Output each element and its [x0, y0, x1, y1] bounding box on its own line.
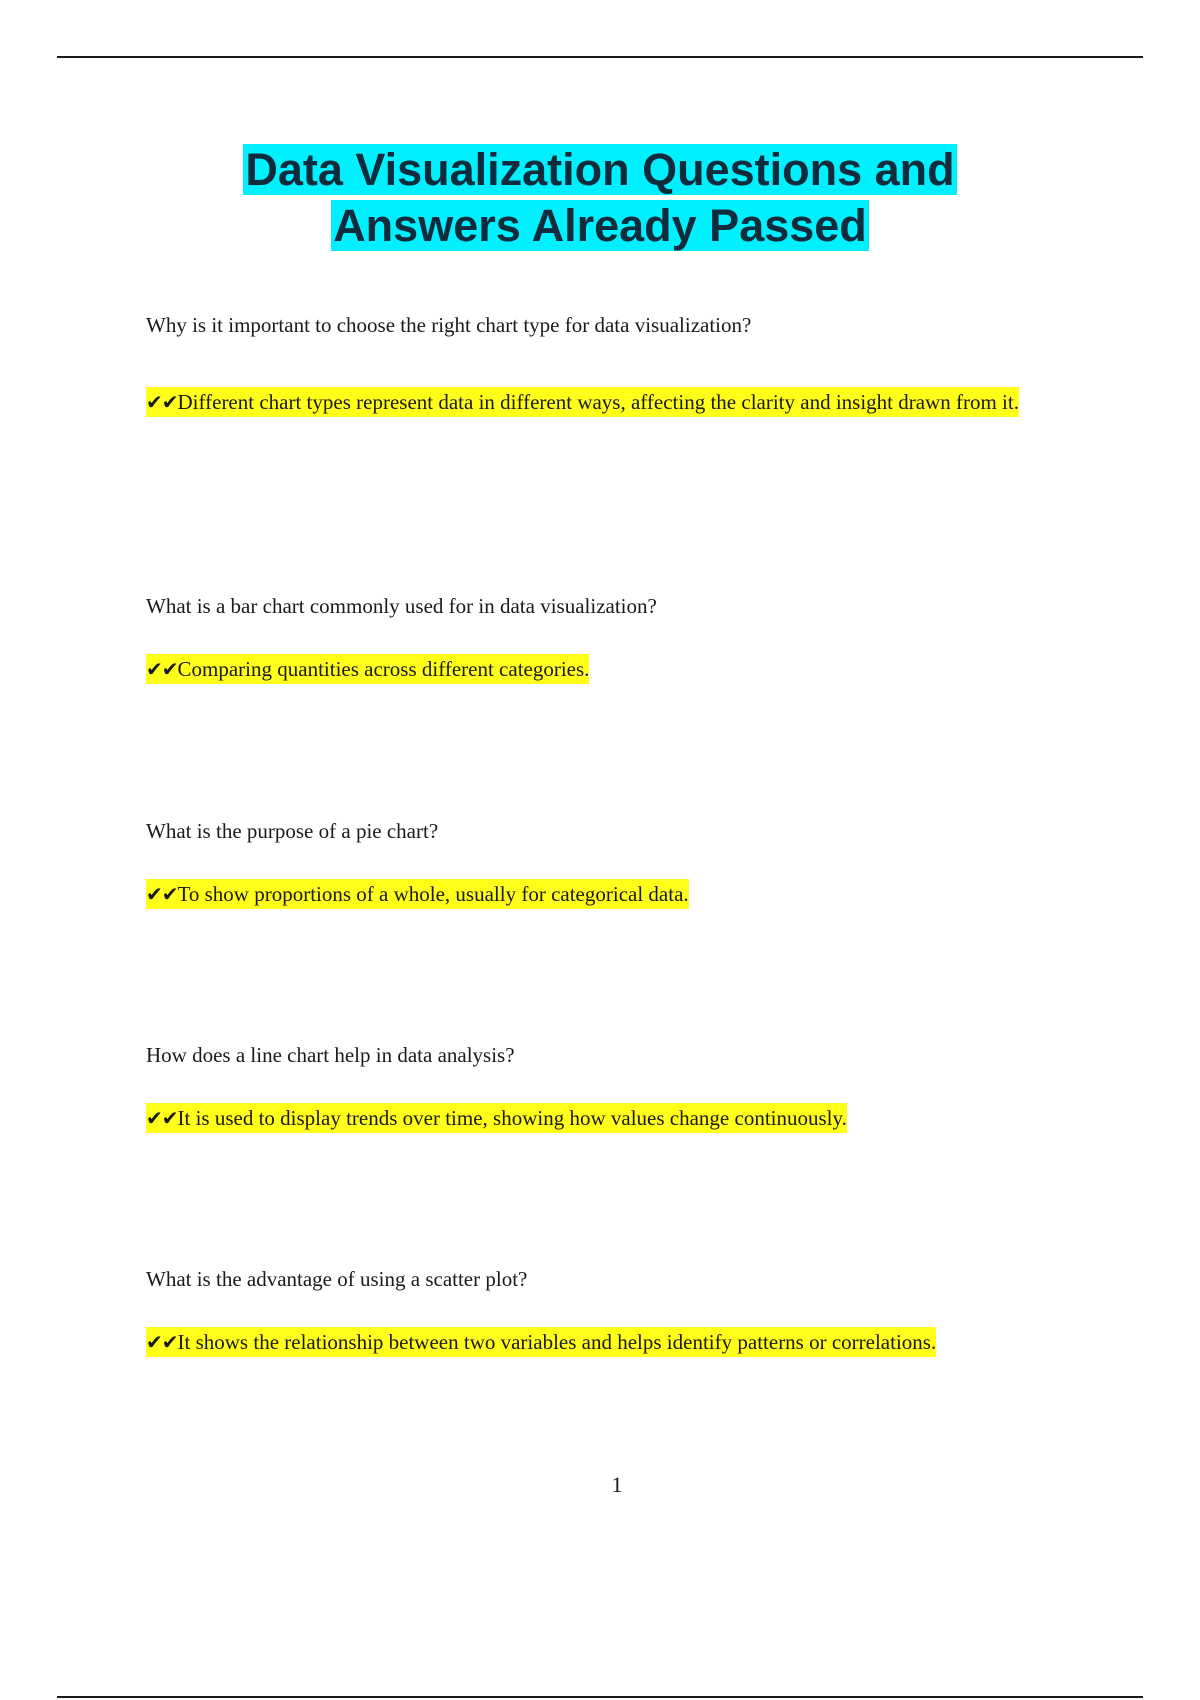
- answer-text: [146, 639, 1086, 699]
- answer-text: [146, 372, 1086, 432]
- answer-highlight: [146, 654, 589, 684]
- qa-item: [146, 1266, 1086, 1354]
- answer-highlight: [146, 879, 689, 909]
- qa-item: [146, 818, 1086, 906]
- question-text: How does a line chart help in data analysis?: [146, 1043, 515, 1067]
- answer-body: It is used to display trends over time, showing how values change continuously.: [177, 1106, 847, 1130]
- page-title: [0, 142, 1200, 254]
- answer-highlight: [146, 1327, 936, 1357]
- check-icon: ✔✔: [146, 390, 178, 414]
- answer-highlight: [146, 387, 1019, 417]
- check-icon: ✔✔: [146, 1330, 178, 1354]
- qa-item: [146, 593, 1086, 681]
- answer-body: To show proportions of a whole, usually for categorical data.: [177, 882, 689, 906]
- answer-text: [146, 864, 1086, 924]
- check-icon: ✔✔: [146, 882, 178, 906]
- qa-item: [146, 312, 1086, 414]
- answer-body: Different chart types represent data in different ways, affecting the clarity and insight drawn from it.: [177, 390, 1019, 414]
- question-text: What is a bar chart commonly used for in data visualization?: [146, 594, 657, 618]
- page-number: 1: [611, 1472, 623, 1497]
- answer-text: [146, 1312, 1086, 1372]
- answer-highlight: [146, 1103, 847, 1133]
- check-icon: ✔✔: [146, 657, 178, 681]
- answer-body: It shows the relationship between two variables and helps identify patterns or correlations.: [177, 1330, 937, 1354]
- bottom-rule: [57, 1696, 1143, 1698]
- answer-text: [146, 1088, 1086, 1148]
- title-line-1: Data Visualization Questions and: [245, 144, 955, 195]
- question-text: What is the purpose of a pie chart?: [146, 819, 439, 843]
- question-text: What is the advantage of using a scatter plot?: [146, 1267, 528, 1291]
- qa-item: [146, 1042, 1086, 1130]
- answer-body: Comparing quantities across different categories.: [177, 657, 590, 681]
- top-rule: [57, 56, 1143, 58]
- title-line-2: Answers Already Passed: [333, 200, 867, 251]
- check-icon: ✔✔: [146, 1106, 178, 1130]
- question-text: Why is it important to choose the right chart type for data visualization?: [146, 313, 752, 337]
